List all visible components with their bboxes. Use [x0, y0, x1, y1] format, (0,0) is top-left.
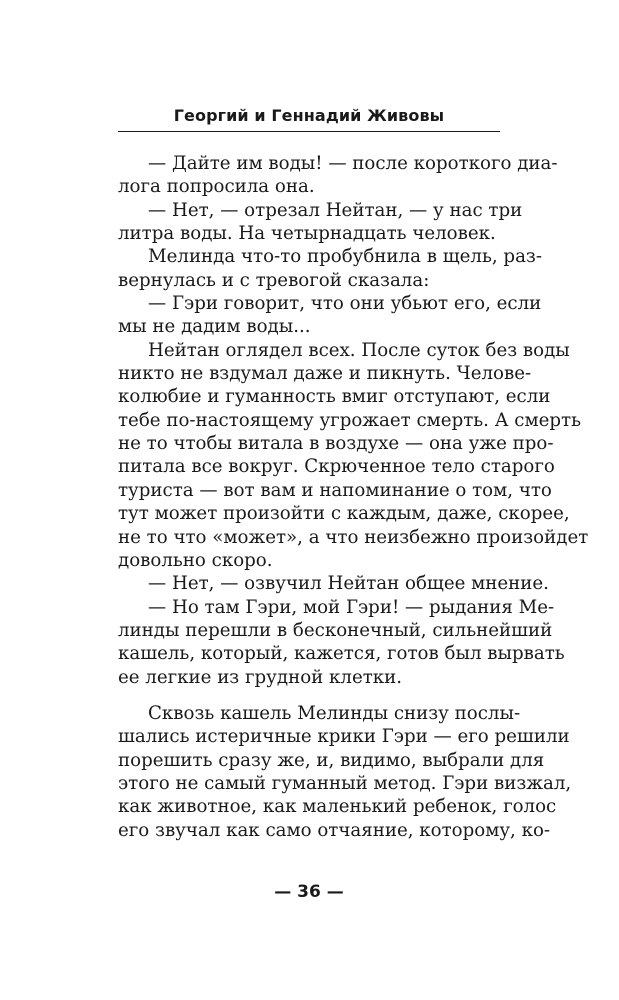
text-line: питала все вокруг. Скрюченное тело старого — [118, 456, 555, 478]
text-line: линды перешли в бесконечный, сильнейший — [118, 619, 553, 641]
text-line: Сквозь кашель Мелинды снизу послы- — [148, 702, 521, 724]
page-number: — 36 — — [274, 882, 344, 902]
text-line: — Но там Гэри, мой Гэри! — рыдания Ме- — [148, 596, 555, 618]
header-rule — [118, 131, 500, 132]
text-line: порешить сразу же, и, видимо, выбрали для — [118, 749, 545, 771]
text-line: как животное, как маленький ребенок, голос — [118, 796, 557, 818]
text-line: этого не самый гуманный метод. Гэри визжал, — [118, 772, 572, 794]
paragraph-gap — [118, 689, 500, 702]
text-line: лога попросила она. — [118, 176, 315, 198]
text-line: туриста — вот вам и напоминание о том, что — [118, 479, 552, 501]
text-line: — Нет, — отрезал Нейтан, — у нас три — [148, 199, 523, 221]
text-line: тебе по-настоящему угрожает смерть. А смерть — [118, 409, 581, 431]
text-line: — Гэри говорит, что они убьют его, если — [148, 293, 542, 315]
text-line: — Нет, — озвучил Нейтан общее мнение. — [148, 573, 549, 595]
text-line: не то что «может», а что неизбежно произойдет — [118, 526, 589, 548]
text-line: Мелинда что-то пробубнила в щель, раз- — [148, 246, 542, 268]
text-line: — Дайте им воды! — после короткого диа- — [148, 153, 558, 174]
body-text — [118, 152, 589, 842]
text-line: Нейтан оглядел всех. После суток без воды — [148, 339, 570, 361]
text-line: не то чтобы витала в воздухе — она уже про- — [118, 433, 554, 455]
text-line: кашель, который, кажется, готов был вырвать — [118, 643, 565, 665]
text-line: ее легкие из грудной клетки. — [118, 666, 403, 688]
running-header: Георгий и Геннадий Живовы — [173, 106, 445, 125]
text-line: его звучал как само отчаяние, которому, ко- — [118, 819, 551, 841]
text-line: литра воды. На четырнадцать человек. — [118, 223, 496, 245]
text-line: колюбие и гуманность вмиг отступают, если — [118, 386, 551, 408]
text-line: никто не вздумал даже и пикнуть. Челове- — [118, 363, 532, 385]
text-line: довольно скоро. — [118, 549, 273, 571]
text-line: вернулась и с тревогой сказала: — [118, 269, 430, 291]
text-line: шались истеричные крики Гэри — его решили — [118, 726, 570, 748]
text-line: мы не дадим воды... — [118, 316, 311, 338]
text-line: тут может произойти с каждым, даже, скорее, — [118, 503, 570, 525]
